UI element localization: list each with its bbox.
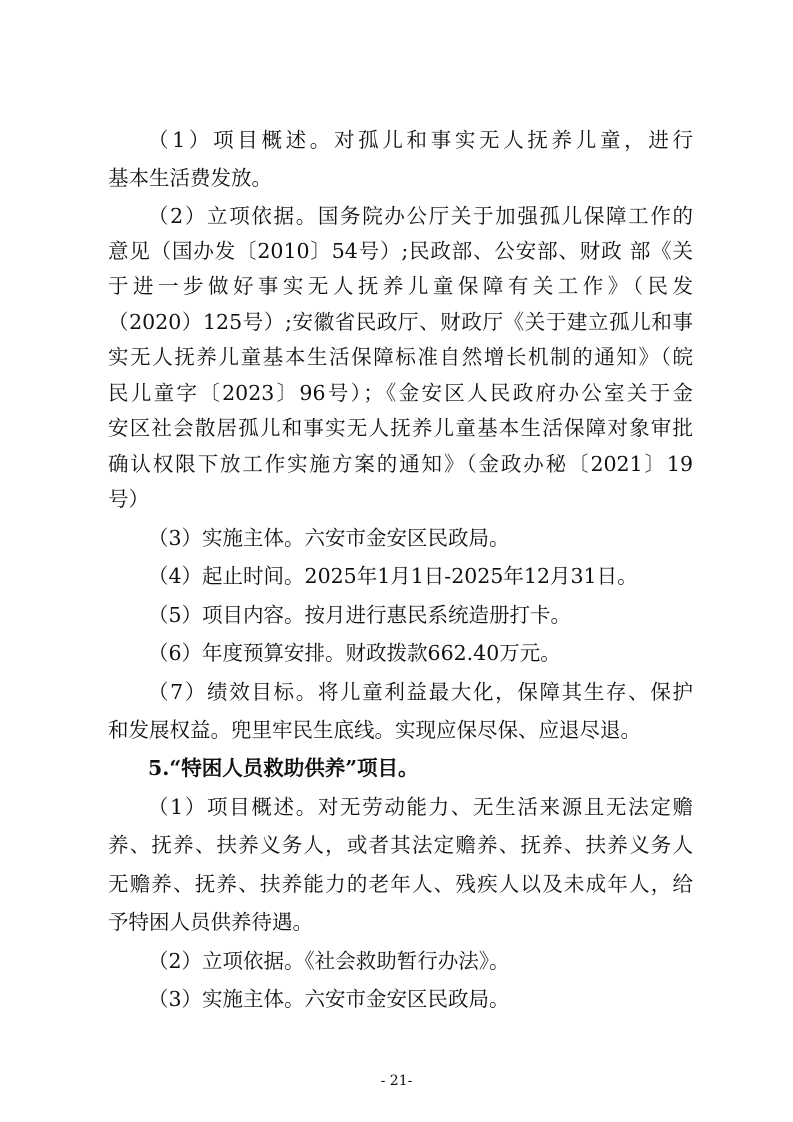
section-heading: 5.“特困人员救助供养”项目。 <box>148 756 419 780</box>
paragraph-line: 无赡养、抚养、扶养能力的老年人、残疾人以及未成年人，给 <box>108 872 693 896</box>
paragraph-line: 于进一步做好事实无人抚养儿童保障有关工作》（民发 <box>108 274 693 298</box>
paragraph-line: （1）项目概述。对无劳动能力、无生活来源且无法定赡 <box>148 795 693 819</box>
paragraph-line: （6）年度预算安排。财政拨款662.40万元。 <box>148 641 561 665</box>
page-number: - 21- <box>380 1073 413 1089</box>
paragraph-line: 意见（国办发〔2010〕54号）;民政部、公安部、财政 部《关 <box>108 239 693 263</box>
paragraph-line: 号） <box>108 487 149 511</box>
paragraph-line: （2）立项依据。国务院办公厅关于加强孤儿保障工作的 <box>148 204 693 228</box>
paragraph-line: 基本生活费发放。 <box>108 166 272 190</box>
paragraph-line: 和发展权益。兜里牢民生底线。实现应保尽保、应退尽退。 <box>108 718 641 742</box>
paragraph-line: 养、抚养、扶养义务人，或者其法定赡养、抚养、扶养义务人 <box>108 833 693 857</box>
paragraph-line: （1）项目概述。对孤儿和事实无人抚养儿童，进行 <box>148 128 693 152</box>
paragraph-line: （4）起止时间。2025年1月1日-2025年12月31日。 <box>148 564 638 588</box>
paragraph-line: （2）立项依据。《社会救助暂行办法》。 <box>148 949 510 973</box>
paragraph-line: 实无人抚养儿童基本生活保障标准自然增长机制的通知》（皖 <box>108 345 693 369</box>
paragraph-line: 民儿童字〔2023〕96号）；《金安区人民政府办公室关于金 <box>108 381 693 405</box>
paragraph-line: 确认权限下放工作实施方案的通知》（金政办秘〔2021〕19 <box>108 452 693 476</box>
paragraph-line: （7）绩效目标。将儿童利益最大化，保障其生存、保护 <box>148 680 693 704</box>
paragraph-line: （3）实施主体。六安市金安区民政局。 <box>148 987 510 1011</box>
paragraph-line: 予特困人员供养待遇。 <box>108 910 313 934</box>
paragraph-line: 安区社会散居孤儿和事实无人抚养儿童基本生活保障对象审批 <box>108 416 693 440</box>
paragraph-line: （5）项目内容。按月进行惠民系统造册打卡。 <box>148 603 572 627</box>
paragraph-line: （3）实施主体。六安市金安区民政局。 <box>148 526 510 550</box>
paragraph-line: （2020）125号）;安徽省民政厅、财政厅《关于建立孤儿和事 <box>108 310 693 334</box>
